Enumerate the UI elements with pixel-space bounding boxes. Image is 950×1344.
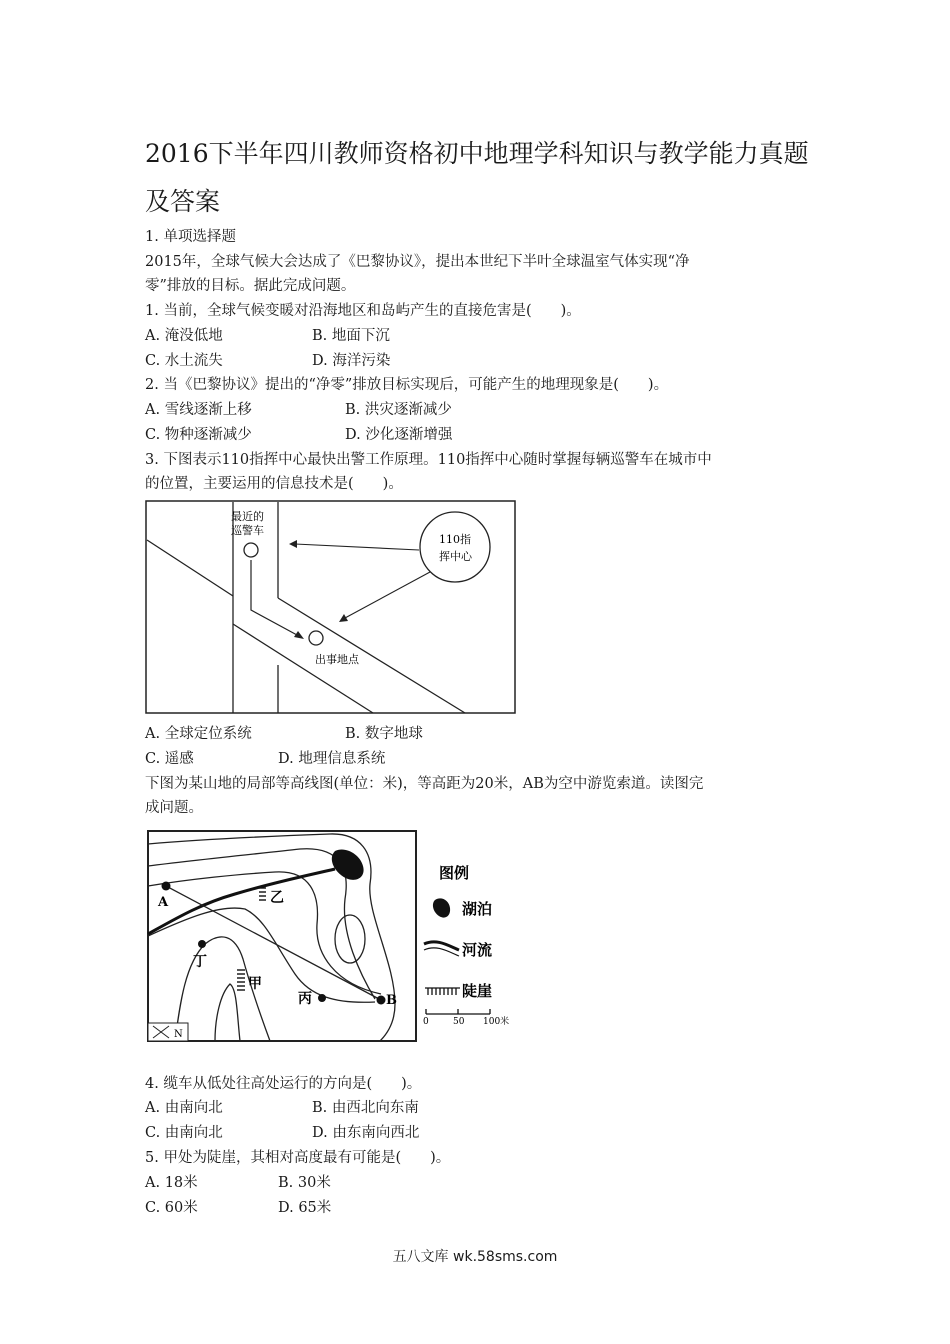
command-center-circle [420,512,490,582]
label-yi: 乙 [270,890,284,906]
q5-option-a: A. 18米 [145,1175,198,1191]
patrol-car-label-line1: 最近的 [231,510,264,523]
point-b-marker [377,996,386,1005]
q4-option-c: C. 由南向北 [145,1125,223,1141]
section-heading: 1. 单项选择题 [145,229,236,245]
question-1-stem: 1. 当前，全球气候变暖对沿海地区和岛屿产生的直接危害是( )。 [145,303,581,319]
legend-river-label: 河流 [462,941,493,959]
q4-option-a: A. 由南向北 [145,1100,223,1116]
q1-option-b: B. 地面下沉 [312,328,390,344]
patrol-car-label-line2: 巡警车 [231,524,264,537]
q5-option-d: D. 65米 [278,1200,332,1216]
scale-label-100: 100米 [483,1017,510,1027]
patrol-car-marker [244,543,258,557]
q4-option-d: D. 由东南向西北 [312,1125,420,1141]
question-3-stem-line1: 3. 下图表示110指挥中心最快出警工作原理。110指挥中心随时掌握每辆巡警车在城市中 [145,452,712,468]
q3-option-c: C. 遥感 [145,751,194,767]
legend-cliff-icon [425,988,460,995]
q2-option-a: A. 雪线逐渐上移 [145,402,252,418]
intro-text-line2: 零”排放的目标。据此完成问题。 [145,278,356,294]
q2-option-b: B. 洪灾逐渐减少 [345,402,452,418]
question-2-stem: 2. 当《巴黎协议》提出的“净零”排放目标实现后，可能产生的地理现象是( )。 [145,377,669,393]
point-a-marker [162,882,171,891]
q3-option-b: B. 数字地球 [345,726,423,742]
legend-lake-label: 湖泊 [462,900,493,918]
intro-text-line1: 2015年，全球气候大会达成了《巴黎协议》，提出本世纪下半叶全球温室气体实现“净 [145,254,690,270]
label-bing: 丙 [298,991,312,1007]
scale-label-50: 50 [453,1017,465,1027]
point-b-label: B [386,993,397,1008]
legend-cliff-label: 陡崖 [462,982,493,1000]
q4-option-b: B. 由西北向东南 [312,1100,419,1116]
contour-intro-line2: 成问题。 [145,800,203,816]
page-footer: 五八文库 wk.58sms.com [392,1249,558,1265]
page-title: 2016下半年四川教师资格初中地理学科知识与教学能力真题及答案 [145,139,809,216]
q3-option-a: A. 全球定位系统 [145,726,252,742]
scale-bar [426,1009,490,1014]
compass-north-label: N [174,1029,183,1040]
question-4-stem: 4. 缆车从低处往高处运行的方向是( )。 [145,1076,422,1092]
point-ding-marker [198,940,206,948]
dispatch-map-figure [145,500,517,715]
legend-title: 图例 [439,864,470,882]
point-a-label: A [158,895,169,910]
point-bing-marker [318,994,326,1002]
incident-marker [309,631,323,645]
legend-lake-icon [433,898,450,917]
q2-option-c: C. 物种逐渐减少 [145,427,252,443]
q1-option-a: A. 淹没低地 [145,328,223,344]
question-3-stem-line2: 的位置，主要运用的信息技术是( )。 [145,476,403,492]
contour-intro-line1: 下图为某山地的局部等高线图(单位：米)，等高距为20米，AB为空中游览索道。读图完 [145,776,704,792]
q3-option-d: D. 地理信息系统 [278,751,386,767]
contour-map-figure [145,824,525,1046]
q5-option-b: B. 30米 [278,1175,331,1191]
label-ding: 丁 [193,954,207,970]
q1-option-c: C. 水土流失 [145,353,223,369]
incident-label: 出事地点 [315,653,359,666]
question-5-stem: 5. 甲处为陡崖，其相对高度最有可能是( )。 [145,1150,451,1166]
scale-label-0: 0 [423,1017,429,1027]
q2-option-d: D. 沙化逐渐增强 [345,427,453,443]
label-jia: 甲 [248,976,262,992]
q1-option-d: D. 海洋污染 [312,353,391,369]
q5-option-c: C. 60米 [145,1200,198,1216]
map-border [148,831,416,1041]
command-center-label-line1: 110指 [439,533,471,546]
command-center-label-line2: 挥中心 [439,550,472,563]
